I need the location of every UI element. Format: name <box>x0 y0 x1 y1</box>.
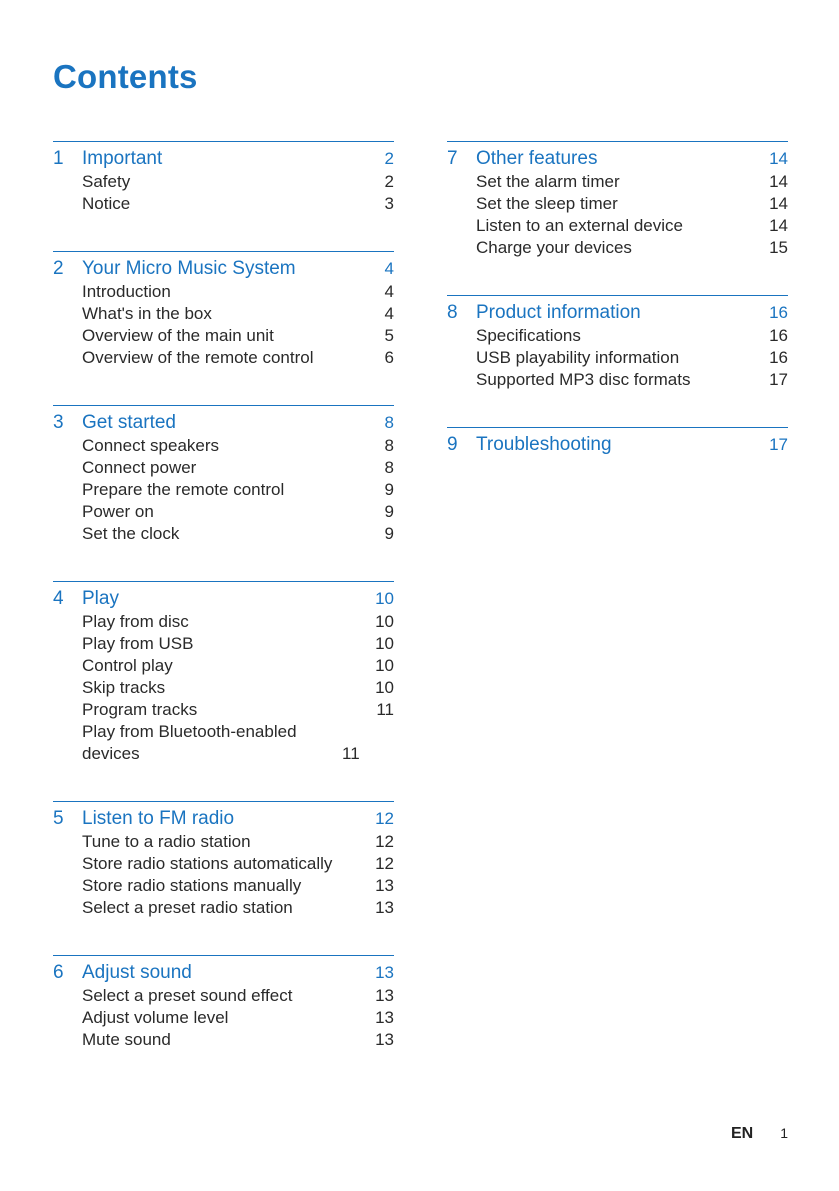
entry-title: Store radio stations automatically <box>82 854 333 873</box>
entry-title: Control play <box>82 656 173 675</box>
entry-page: 9 <box>384 480 394 499</box>
section-title: Listen to FM radio <box>82 808 235 829</box>
entry-page: 8 <box>384 458 394 477</box>
section-heading[interactable] <box>53 582 394 611</box>
toc-entry[interactable] <box>53 281 394 303</box>
entry-page: 10 <box>375 612 394 631</box>
section-title: Your Micro Music System <box>82 258 296 279</box>
section-number: 3 <box>53 412 64 433</box>
section-title: Product information <box>476 302 641 323</box>
section-title: Important <box>82 148 163 169</box>
toc-section <box>53 251 394 369</box>
toc-section <box>447 295 788 391</box>
entry-title: Notice <box>82 194 131 213</box>
entry-page: 14 <box>769 194 788 213</box>
entry-title: Connect power <box>82 458 197 477</box>
toc-entry[interactable] <box>447 369 788 391</box>
entry-page: 4 <box>384 282 394 301</box>
section-number: 9 <box>447 434 458 455</box>
toc-section <box>447 427 788 457</box>
entry-page: 9 <box>384 524 394 543</box>
toc-section <box>447 141 788 259</box>
entry-title: Listen to an external device <box>476 216 683 235</box>
toc-entry[interactable] <box>53 897 394 919</box>
entry-title: Set the clock <box>82 524 180 543</box>
toc-entry[interactable] <box>53 435 394 457</box>
section-title: Adjust sound <box>82 962 192 983</box>
toc-entry[interactable] <box>53 875 394 897</box>
entry-title: What's in the box <box>82 304 212 323</box>
entry-page: 13 <box>375 898 394 917</box>
section-number: 1 <box>53 148 64 169</box>
toc-entry[interactable] <box>53 479 394 501</box>
section-page: 13 <box>375 963 394 982</box>
entry-title: Specifications <box>476 326 581 345</box>
section-heading[interactable] <box>53 252 394 281</box>
entry-page: 10 <box>375 678 394 697</box>
toc-entry[interactable] <box>53 655 394 677</box>
toc-column-left <box>53 141 394 1087</box>
entry-page: 5 <box>384 326 394 345</box>
toc-entry[interactable] <box>53 171 394 193</box>
section-number: 6 <box>53 962 64 983</box>
toc-section <box>53 955 394 1051</box>
toc-entry[interactable] <box>53 193 394 215</box>
entry-page: 13 <box>375 1030 394 1049</box>
toc-section <box>53 141 394 215</box>
toc-entry[interactable] <box>447 193 788 215</box>
section-page: 4 <box>384 259 394 278</box>
entry-page: 3 <box>384 194 394 213</box>
toc-entry[interactable] <box>447 237 788 259</box>
entry-page: 12 <box>375 854 394 873</box>
toc-entry[interactable] <box>53 853 394 875</box>
toc-entry[interactable] <box>53 501 394 523</box>
toc-section <box>53 405 394 545</box>
entry-title: Charge your devices <box>476 238 632 257</box>
entry-title: Play from disc <box>82 612 189 631</box>
section-heading[interactable] <box>53 142 394 171</box>
entry-page: 10 <box>375 634 394 653</box>
section-heading[interactable] <box>447 296 788 325</box>
entry-page: 8 <box>384 436 394 455</box>
section-heading[interactable] <box>53 802 394 831</box>
toc-entry[interactable] <box>447 215 788 237</box>
entry-title: Store radio stations manually <box>82 876 302 895</box>
section-page: 17 <box>769 435 788 454</box>
section-number: 2 <box>53 258 64 279</box>
section-page: 10 <box>375 589 394 608</box>
toc-entry[interactable] <box>53 457 394 479</box>
entry-page: 2 <box>384 172 394 191</box>
section-title: Other features <box>476 148 598 169</box>
language-code: EN <box>730 1125 754 1142</box>
entry-page: 14 <box>769 216 788 235</box>
entry-page: 9 <box>384 502 394 521</box>
toc-entry[interactable] <box>53 303 394 325</box>
section-page: 14 <box>769 149 788 168</box>
entry-title: Adjust volume level <box>82 1008 229 1027</box>
toc-entry[interactable] <box>53 523 394 545</box>
entry-page: 16 <box>769 326 788 345</box>
section-page: 8 <box>384 413 394 432</box>
toc-entry[interactable] <box>53 611 394 633</box>
section-heading[interactable] <box>53 956 394 985</box>
section-page: 16 <box>769 303 788 322</box>
toc-column-right <box>447 141 788 493</box>
section-title: Play <box>82 588 119 609</box>
section-heading[interactable] <box>447 142 788 171</box>
entry-page: 13 <box>375 876 394 895</box>
section-heading[interactable] <box>53 406 394 435</box>
entry-title: Play from Bluetooth-enabled devices <box>82 722 297 763</box>
toc-entry[interactable] <box>447 325 788 347</box>
entry-page: 10 <box>375 656 394 675</box>
entry-title: Program tracks <box>82 700 198 719</box>
toc-entry[interactable] <box>53 677 394 699</box>
entry-page: 11 <box>342 744 360 763</box>
toc-entry[interactable] <box>447 347 788 369</box>
entry-page: 4 <box>384 304 394 323</box>
entry-page: 13 <box>375 1008 394 1027</box>
entry-page: 6 <box>384 348 394 367</box>
entry-title: Select a preset radio station <box>82 898 293 917</box>
toc-section <box>53 801 394 919</box>
toc-entry[interactable] <box>53 985 394 1007</box>
page-footer <box>731 1125 788 1143</box>
entry-page: 11 <box>376 700 394 719</box>
toc-entry[interactable] <box>53 699 394 721</box>
section-title: Troubleshooting <box>476 434 612 455</box>
entry-title: Set the sleep timer <box>476 194 618 213</box>
entry-page: 13 <box>375 986 394 1005</box>
entry-title: Safety <box>82 172 131 191</box>
toc-entry[interactable] <box>53 831 394 853</box>
toc-section <box>53 581 394 765</box>
page-number: 1 <box>780 1125 788 1141</box>
entry-title: Play from USB <box>82 634 194 653</box>
section-title: Get started <box>82 412 176 433</box>
entry-page: 16 <box>769 348 788 367</box>
section-page: 2 <box>384 149 394 168</box>
entry-page: 12 <box>375 832 394 851</box>
entry-page: 14 <box>769 172 788 191</box>
section-page: 12 <box>375 809 394 828</box>
toc-entry[interactable] <box>53 1007 394 1029</box>
section-number: 8 <box>447 302 458 323</box>
entry-title: Overview of the remote control <box>82 348 314 367</box>
toc-entry[interactable] <box>53 1029 394 1051</box>
entry-title: Mute sound <box>82 1030 171 1049</box>
toc-entry[interactable] <box>53 633 394 655</box>
entry-title: Prepare the remote control <box>82 480 285 499</box>
entry-title: Select a preset sound effect <box>82 986 293 1005</box>
toc-entry[interactable] <box>53 325 394 347</box>
entry-title: USB playability information <box>476 348 680 367</box>
entry-title: Introduction <box>82 282 171 301</box>
entry-title: Skip tracks <box>82 678 166 697</box>
section-number: 7 <box>447 148 458 169</box>
entry-page: 15 <box>769 238 788 257</box>
toc-entry[interactable] <box>447 171 788 193</box>
entry-title: Tune to a radio station <box>82 832 251 851</box>
section-number: 4 <box>53 588 64 609</box>
entry-title: Power on <box>82 502 154 521</box>
page-title: Contents <box>53 58 198 95</box>
entry-title: Overview of the main unit <box>82 326 274 345</box>
section-heading[interactable] <box>447 428 788 457</box>
toc-entry[interactable] <box>53 721 394 765</box>
entry-page: 17 <box>769 370 788 389</box>
toc-entry[interactable] <box>53 347 394 369</box>
entry-title: Connect speakers <box>82 436 220 455</box>
entry-title: Set the alarm timer <box>476 172 620 191</box>
section-number: 5 <box>53 808 64 829</box>
entry-title: Supported MP3 disc formats <box>476 370 691 389</box>
